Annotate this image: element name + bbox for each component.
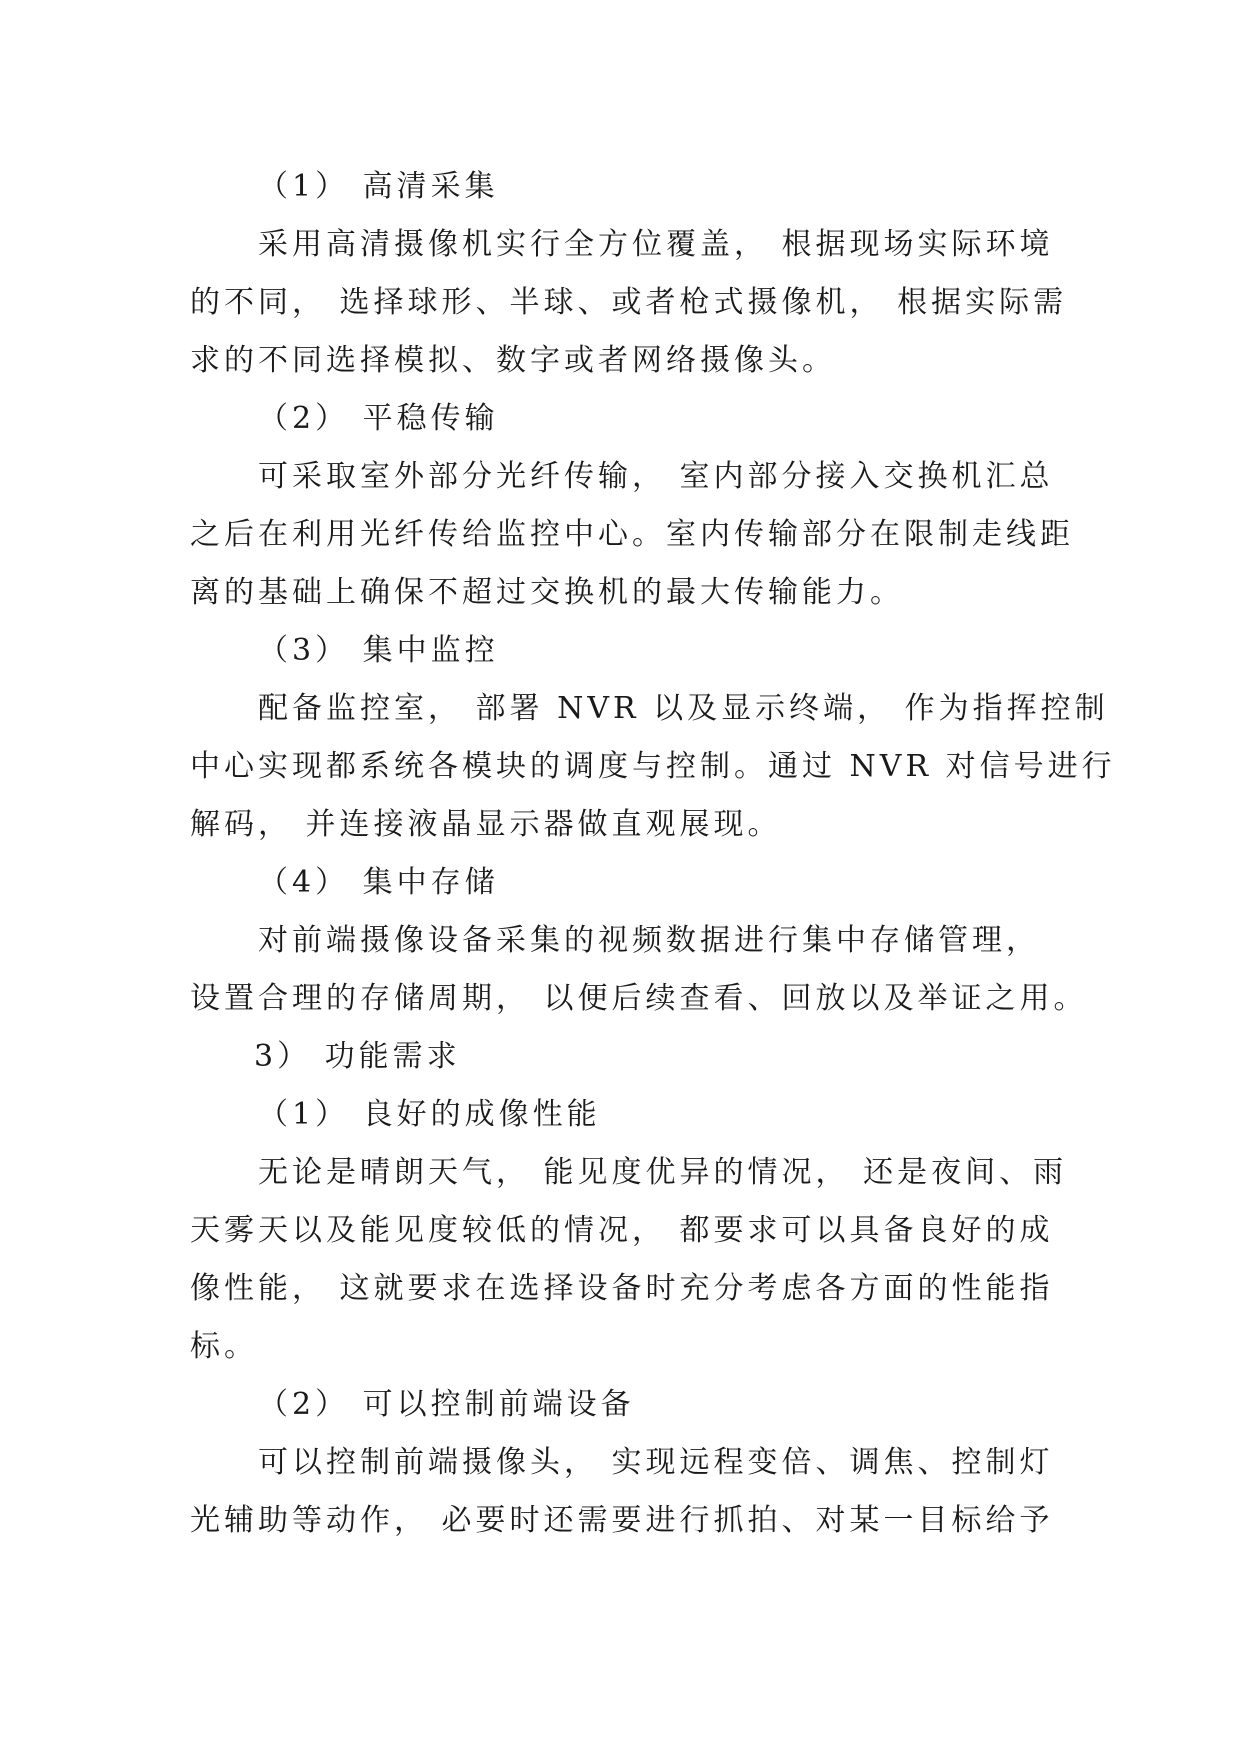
paragraph-line: 之后在利用光纤传给监控中心。室内传输部分在限制走线距 xyxy=(190,517,1074,552)
paragraph-line: 离的基础上确保不超过交换机的最大传输能力。 xyxy=(190,575,904,610)
paragraph-line: 中心实现都系统各模块的调度与控制。通过 NVR 对信号进行 xyxy=(190,749,1116,784)
section-heading: （1） 高清采集 xyxy=(258,169,499,204)
paragraph-line: 天雾天以及能见度较低的情况， 都要求可以具备良好的成 xyxy=(190,1213,1054,1248)
paragraph-line: 解码， 并连接液晶显示器做直观展现。 xyxy=(190,807,782,842)
paragraph-line: 光辅助等动作， 必要时还需要进行抓拍、对某一目标给予 xyxy=(190,1503,1054,1538)
section-heading: （3） 集中监控 xyxy=(258,633,499,668)
paragraph-line: 求的不同选择模拟、数字或者网络摄像头。 xyxy=(190,343,836,378)
section-heading: （1） 良好的成像性能 xyxy=(258,1097,601,1132)
paragraph-line: 可以控制前端摄像头， 实现远程变倍、调焦、控制灯 xyxy=(258,1445,1054,1480)
paragraph-line: 采用高清摄像机实行全方位覆盖， 根据现场实际环境 xyxy=(258,227,1054,262)
section-heading: （4） 集中存储 xyxy=(258,865,499,900)
paragraph-line: 对前端摄像设备采集的视频数据进行集中存储管理， xyxy=(258,923,1040,958)
paragraph-line: 可采取室外部分光纤传输， 室内部分接入交换机汇总 xyxy=(258,459,1054,494)
paragraph-line: 的不同， 选择球形、半球、或者枪式摄像机， 根据实际需 xyxy=(190,285,1068,320)
section-heading: （2） 平稳传输 xyxy=(258,401,499,436)
paragraph-line: 设置合理的存储周期， 以便后续查看、回放以及举证之用。 xyxy=(190,981,1088,1016)
subsection-heading: 3） 功能需求 xyxy=(254,1039,461,1074)
paragraph-line: 标。 xyxy=(190,1329,258,1364)
paragraph-line: 配备监控室， 部署 NVR 以及显示终端， 作为指挥控制 xyxy=(258,691,1109,726)
section-heading: （2） 可以控制前端设备 xyxy=(258,1387,635,1422)
paragraph-line: 像性能， 这就要求在选择设备时充分考虑各方面的性能指 xyxy=(190,1271,1054,1306)
paragraph-line: 无论是晴朗天气， 能见度优异的情况， 还是夜间、雨 xyxy=(258,1155,1068,1190)
document-page xyxy=(190,158,1116,1550)
